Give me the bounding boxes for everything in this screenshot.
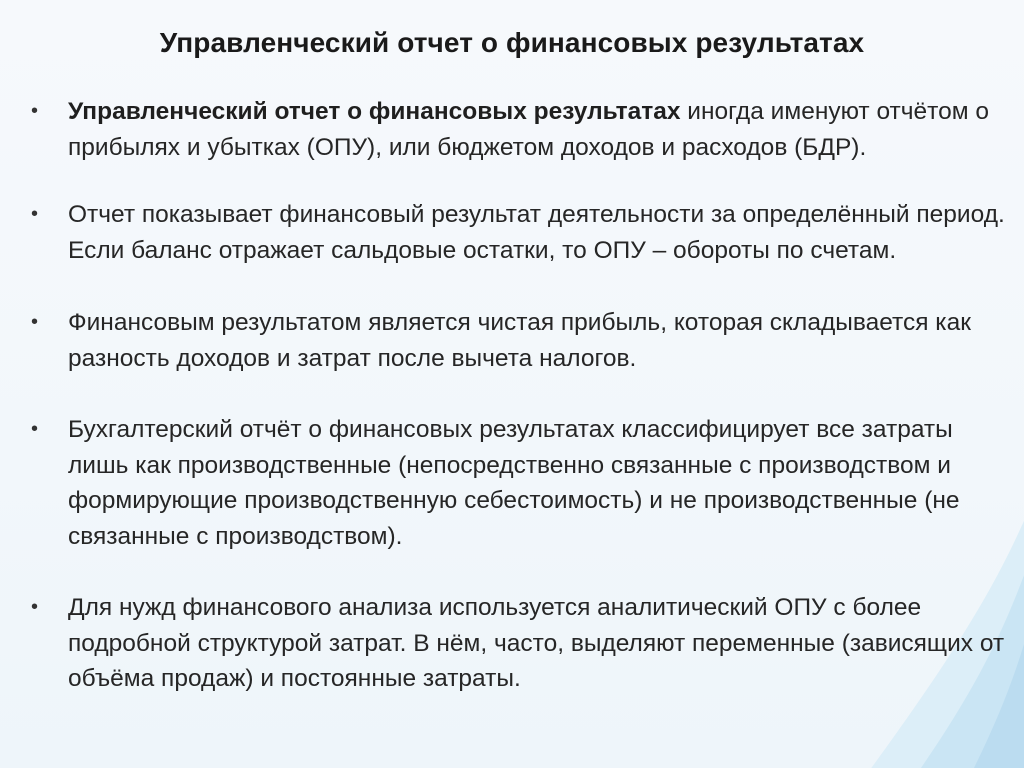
bullet-point-icon: • bbox=[31, 203, 39, 225]
bullet-point-icon: • bbox=[31, 100, 39, 122]
bullet-point-icon: • bbox=[31, 311, 39, 333]
slide-title: Управленческий отчет о финансовых результатах bbox=[159, 27, 865, 58]
bullet-point-icon: • bbox=[31, 596, 39, 618]
bullet-item bbox=[30, 590, 1005, 697]
bullet-text: иногда именуют отчётом о прибылях и убытках (ОПУ), или бюджетом доходов и расходов (БДР). bbox=[68, 98, 990, 161]
bullet-text: Отчет показывает финансовый результат деятельности за определённый период. Если баланс отражает сальдовые остатки, то ОПУ – обороты по счетам. bbox=[68, 201, 1005, 264]
bullet-item bbox=[30, 305, 1005, 376]
bullet-text: Бухгалтерский отчёт о финансовых результатах классифицирует все затраты лишь как производственные (непосредственно связанные с производством и формирующие производственную себестоимость) и не производственные (не связанные с производством). bbox=[68, 416, 960, 550]
bullet-point-icon: • bbox=[31, 418, 39, 440]
bullet-list bbox=[30, 94, 1005, 697]
bullet-item bbox=[30, 94, 1005, 165]
bullet-text: Для нужд финансового анализа используется аналитический ОПУ с более подробной структурой затрат. В нём, часто, выделяют переменные (зависящих от объёма продаж) и постоянные затраты. bbox=[68, 594, 1005, 692]
bullet-bold-text: Управленческий отчет о финансовых результатах bbox=[68, 98, 681, 125]
bullet-item bbox=[30, 197, 1005, 268]
bullet-text: Финансовым результатом является чистая прибыль, которая складывается как разность доходов и затрат после вычета налогов. bbox=[68, 309, 971, 372]
bullet-item bbox=[30, 412, 1005, 554]
